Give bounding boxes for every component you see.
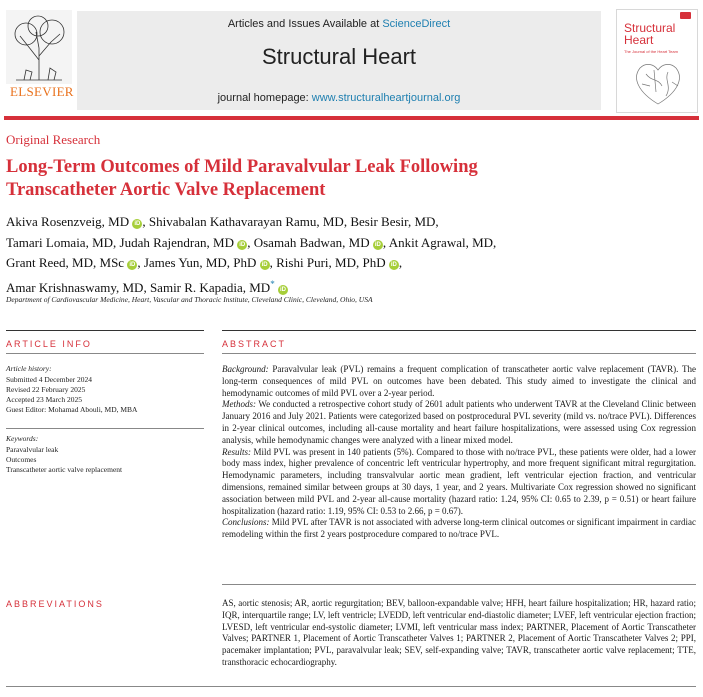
sciencedirect-link[interactable]: ScienceDirect — [382, 18, 451, 30]
homepage-link[interactable]: www.structuralheartjournal.org — [311, 92, 461, 104]
history-item: Guest Editor: Mohamad Abouli, MD, MBA — [6, 405, 138, 414]
history-label: Article history: — [6, 364, 52, 373]
article-history — [6, 375, 206, 415]
keyword: Outcomes — [6, 455, 37, 464]
abbreviations-heading: ABBREVIATIONS — [6, 599, 104, 609]
orcid-icon[interactable]: iD — [374, 241, 381, 248]
divider — [6, 686, 696, 687]
availability-line — [77, 18, 601, 30]
author[interactable]: James Yun, MD, PhD — [143, 255, 257, 270]
author[interactable]: Amar Krishnaswamy, MD, — [6, 279, 147, 295]
journal-title: Structural Heart — [261, 44, 417, 69]
orcid-icon[interactable]: iD — [239, 241, 246, 248]
author[interactable]: Osamah Badwan, MD — [253, 234, 370, 250]
author[interactable]: Judah Rajendran, MD — [119, 234, 234, 250]
cover-subtitle: The Journal of the Heart Team — [624, 49, 678, 54]
orcid-icon[interactable]: iD — [390, 262, 397, 268]
abstract-background: Background: Paravalvular leak (PVL) remains a frequent complication of transcatheter aortic valve replacement (TAVR). The long-term consequences of mild PVL on outcomes have been debated. This study aimed to investigate the clinical and hemodynamic outcomes of mild PVL over a 2-year period. — [222, 364, 696, 398]
abstract-conclusions: Conclusions: Mild PVL after TAVR is not associated with adverse long-term clinical outcomes or significant impairment in cardiac remodeling within the first 2 years postprocedure compared to no/trace PVL. — [222, 517, 696, 540]
cover-title: Structural Heart — [624, 21, 676, 47]
abstract-heading: ABSTRACT — [222, 339, 287, 349]
author[interactable]: Akiva Rosenzveig, MD — [6, 214, 130, 229]
author[interactable]: Grant Reed, MD, MSc — [6, 255, 125, 270]
divider — [222, 353, 696, 354]
author[interactable]: Tamari Lomaia, MD, — [6, 234, 117, 250]
orcid-icon[interactable]: iD — [134, 221, 141, 227]
corresponding-author-marker[interactable]: * — [270, 278, 275, 289]
orcid-icon[interactable]: iD — [279, 286, 286, 293]
abstract-methods: Methods: We conducted a retrospective cohort study of 2601 adult patients who underwent TAVR at the Cleveland Clinic between January 2016 and July 2021. Patients were categorized based on postprocedural PVL severity (mild vs. no/trace PVL). Differences in 2-year clinical outcomes, including all-cause mortality and heart failure hospitalizations, were assessed using Cox regression analysis, while hemodynamic changes were analyzed with a linear mixed model. — [222, 399, 696, 445]
article-info-heading: ARTICLE INFO — [6, 339, 92, 349]
divider — [6, 428, 204, 429]
abstract-results: Results: Mild PVL was present in 140 patients (5%). Compared to those with no/trace PVL, these patients were older, had a lower body mass index, higher prevalence of concentric left ventricular hypertrophy, and more frequent significant mitral regurgitation. Hemodynamic parameters, including transvalvular aortic mean gradient, left ventricular ejection fraction, and ventricular dimensions, remained similar between groups at 30 days, 1 year, and 2 years. Multivariate Cox regression showed no significant association between mild PVL and 2-year all-cause mortality (hazard ratio: 1.24, 95% CI: 0.65 to 2.39, p = 0.51) or heart failure hospitalization (hazard ratio: 1.19, 95% CI: 0.53 to 2.66, p = 0.67). — [222, 446, 696, 516]
history-item: Revised 22 February 2025 — [6, 385, 86, 394]
cover-heart-illustration — [628, 56, 688, 108]
publisher-logo-text: ELSEVIER — [10, 84, 74, 99]
orcid-icon[interactable]: iD — [261, 262, 268, 268]
keyword: Transcatheter aortic valve replacement — [6, 465, 123, 474]
divider — [6, 330, 204, 331]
abstract-body — [222, 364, 696, 541]
divider — [6, 353, 204, 354]
affiliation: Department of Cardiovascular Medicine, Heart, Vascular and Thoracic Institute, Cleveland Clinic, Cleveland, Ohio, USA — [6, 295, 373, 304]
author[interactable]: Samir R. Kapadia, MD — [149, 279, 271, 295]
homepage-label: journal homepage: — [217, 92, 309, 104]
keywords-label: Keywords: — [6, 434, 39, 443]
cover-society-badge — [680, 12, 691, 19]
header-divider — [4, 116, 699, 120]
orcid-icon[interactable]: iD — [129, 262, 136, 268]
author[interactable]: Besir Besir, MD, — [350, 214, 439, 229]
author[interactable]: Ankit Agrawal, MD, — [388, 234, 497, 250]
abbreviations-text: AS, aortic stenosis; AR, aortic regurgitation; BEV, balloon-expandable valve; HFH, heart failure hospitalization; HR, hazard ratio; IQR, interquartile range; LV, left ventricle; LVEDD, left ventricular end-diastolic diameter; LVEF, left ventricular ejection fraction; LVESD, left ventricular end-systolic diameter; LVMI, left ventricular mass index; PARTNER, Placement of Aortic Transcatheter Valves; PARTNER 1, Placement of Aortic Transcatheter Valves 1; PARTNER 2, Placement of Aortic Transcatheter Valves 2; PPI, pacemaker implantation; PVL, paravalvular leak; SEV, self-expanding valve; TAVR, transcatheter aortic valve replacement; TTE, transthoracic echocardiography. — [222, 598, 696, 667]
author[interactable]: Rishi Puri, MD, PhD — [276, 255, 386, 270]
article-type: Original Research — [6, 132, 101, 147]
divider — [222, 330, 696, 331]
author[interactable]: Shivabalan Kathavarayan Ramu, MD, — [148, 214, 348, 229]
history-item: Accepted 23 March 2025 — [6, 395, 83, 404]
author-list: Akiva Rosenzveig, MD iD , Shivabalan Kathavarayan Ramu, MD, Besir Besir, MD, Tamari Lomaia, MD, Judah Rajendran, MD iD , Osamah Badwan, MD iD , Ankit Agrawal, MD, Grant Reed, MD, MSc iD , James Yun, MD, PhD iD , Rishi Puri, MD, PhD iD , Amar Krishnaswamy, MD, Samir R. Kapadia, MD* iD — [6, 214, 497, 295]
journal-homepage-line — [77, 92, 601, 104]
availability-prefix: Articles and Issues Available at — [227, 18, 380, 30]
article-title: Long-Term Outcomes of Mild Paravalvular Leak Following Transcatheter Aortic Valve Replacement — [6, 157, 478, 200]
history-item: Submitted 4 December 2024 — [6, 375, 93, 384]
keyword: Paravalvular leak — [6, 445, 59, 454]
keywords-list — [6, 445, 206, 475]
divider — [222, 584, 696, 585]
